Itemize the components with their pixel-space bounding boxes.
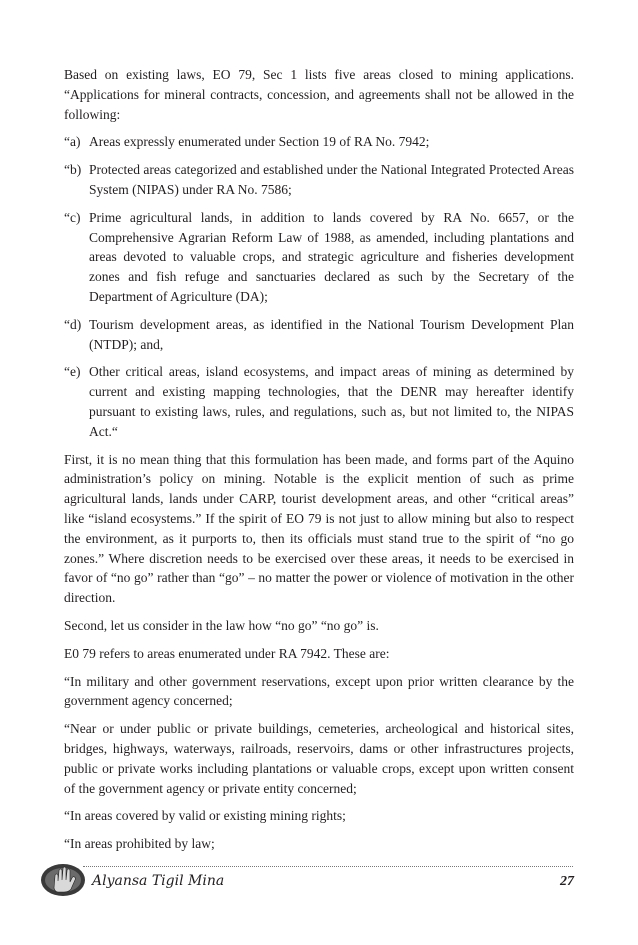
list-item-c [64,208,574,307]
first-paragraph: First, it is no mean thing that this formulation has been made, and forms part of the Aquino administration’s policy on mining. Notable is the explicit mention of such as prime agricultural lands, lands under CARP, tourist development areas, and other “critical areas” like “island ecosystems.” If the spirit of EO 79 is not just to allow mining but also to respect the environment, as it purports to, then its officials must stand true to the spirit of “no go zones.” Where discretion needs to be exercised over these areas, it needs to be exercised in favor of “no go” rather than “go” – no matter the power or violence of motivation in the other direction. [64,451,574,606]
list-text: Tourism development areas, as identified in the National Tourism Development Plan (NTDP); and, [89,316,574,352]
list-text: Protected areas categorized and established under the National Integrated Protected Areas System (NIPAS) under RA No. 7586; [89,162,574,197]
covered-paragraph: “In areas covered by valid or existing mining rights; [64,808,346,824]
list-marker: “c) [64,209,81,225]
hand-logo-icon [40,858,86,898]
military-paragraph: “In military and other government reservations, except upon prior written clearance by the government agency concerned; [64,673,574,709]
intro-paragraph: Based on existing laws, EO 79, Sec 1 lists five areas closed to mining applications. “Applications for mineral contracts, concession, and agreements shall not be allowed in the following: [64,67,574,122]
list-item-a [64,132,574,152]
list-marker: “e) [64,364,81,380]
list-marker: “d) [64,316,82,332]
near-under-paragraph: “Near or under public or private buildings, cemeteries, archeological and historical sites, bridges, highways, waterways, railroads, reservoirs, dams or other infrastructures projects, public or private works including plantations or valuable crops, except upon written consent of the government agency or private entity concerned; [64,721,574,796]
list-text: Prime agricultural lands, in addition to lands covered by RA No. 6657, or the Comprehensive Agrarian Reform Law of 1988, as amended, including plantations and areas devoted to valuable crops, and strategic agriculture and fisheries development zones and fish refuge and sanctuaries declared as such by the Secretary of the Department of Agriculture (DA); [89,209,574,304]
page-body [64,65,574,862]
eo-refers-paragraph: E0 79 refers to areas enumerated under RA 7942. These are: [64,645,390,661]
list-item-b [64,160,574,200]
list-marker: “b) [64,162,82,178]
list-text: Other critical areas, island ecosystems, and impact areas of mining as determined by current and existing mapping technologies, that the DENR may hereafter identify pursuant to existing laws, rules, and regulations, such as, but not limited to, the NIPAS Act.“ [89,364,574,439]
second-paragraph: Second, let us consider in the law how “no go” “no go” is. [64,617,379,633]
page-number: 27 [560,874,574,889]
list-item-e [64,362,574,441]
list-item-d [64,315,574,355]
publication-title: Alyansa Tigil Mina [92,873,225,889]
footer-divider [83,866,573,867]
list-text: Areas expressly enumerated under Section 19 of RA No. 7942; [89,134,430,150]
prohibited-paragraph: “In areas prohibited by law; [64,836,215,852]
list-marker: “a) [64,134,81,150]
